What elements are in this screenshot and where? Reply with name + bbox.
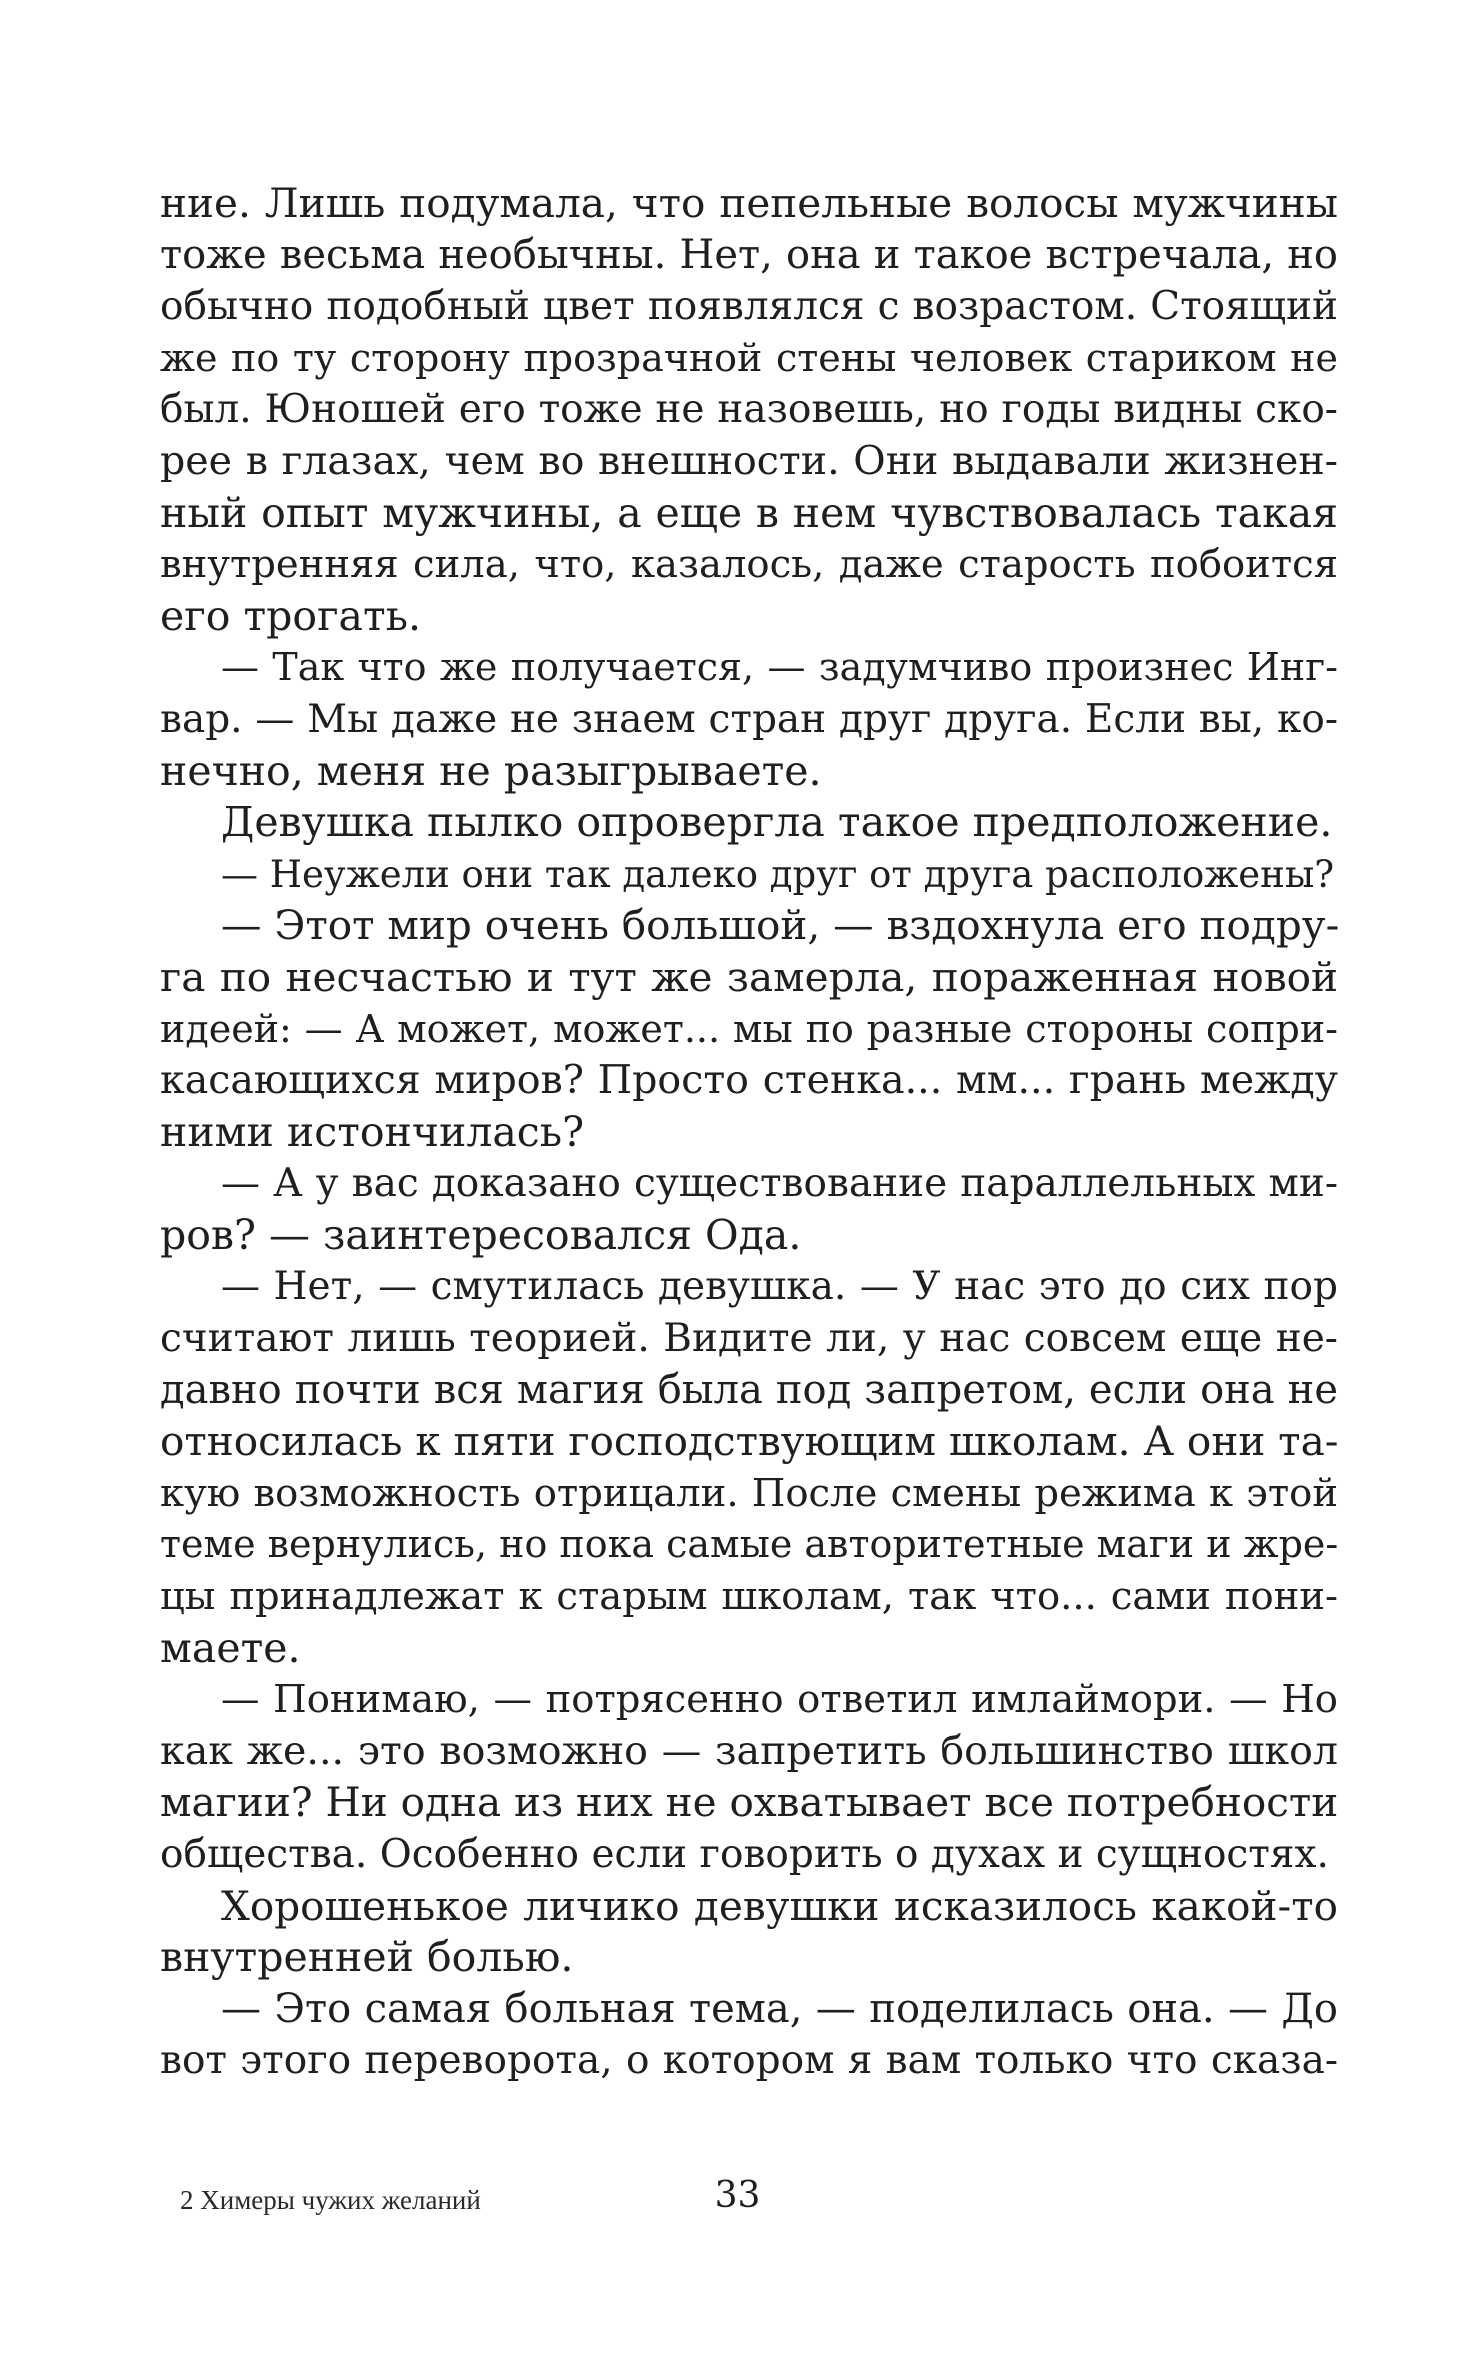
text-line: кую возможность отрицали. После смены режима к этой [160,1470,1338,1516]
text-line: — Понимаю, — потрясенно ответил имлаймори. — Но [221,1677,1338,1723]
text-line: рее в глазах, чем во внешности. Они выдавали жизнен- [160,437,1338,484]
text-line: давно почти вся магия была под запретом, если она не [160,1366,1338,1413]
text-line: внутренней болью. [160,1933,574,1982]
text-line: ров? — заинтересовался Ода. [160,1210,802,1259]
text-line: — А у вас доказано существование параллельных ми- [221,1161,1338,1207]
text-line: теме вернулись, но пока самые авторитетные маги и жре- [160,1522,1339,1567]
printer-signature: 2 Химеры чужих желаний [180,2185,481,2215]
text-line: относилась к пяти господствующим школам. А они та- [160,1417,1339,1466]
text-line: ние. Лишь подумала, что пепельные волосы мужчины [160,179,1338,227]
text-line: вот этого переворота, о котором я вам только что сказа- [160,2038,1338,2084]
text-line: Девушка пылко опровергла такое предположение. [221,798,1333,847]
text-line: магии? Ни одна из них не охватывает все потребности [160,1778,1339,1827]
text-line: — Так что же получается, — задумчиво произнес Инг- [221,645,1338,690]
text-line: как же... это возможно — запретить большинство школ [160,1727,1338,1774]
text-line: был. Юношей его тоже не назовешь, но годы видны ско- [160,387,1338,433]
text-line: нечно, меня не разыгрываете. [160,746,822,795]
text-line: — Этот мир очень большой, — вздохнула его подру- [221,901,1340,950]
text-line: га по несчастью и тут же замерла, пораженная новой [160,952,1338,1001]
text-line: ный опыт мужчины, а еще в нем чувствовалась такая [160,488,1338,537]
text-line: ними истончилась? [160,1107,585,1156]
text-line: его трогать. [160,591,422,640]
page-footer [0,2173,1475,2223]
text-line: — Это самая больная тема, — поделилась она. — До [221,1985,1338,2032]
text-line: обычно подобный цвет появлялся с возрастом. Стоящий [160,284,1338,330]
text-line: маете. [160,1623,301,1672]
text-line: идеей: — А может, может... мы по разные стороны сопри- [160,1006,1338,1051]
text-line: — Нет, — смутилась девушка. — У нас это до сих пор [221,1264,1338,1310]
text-line: — Неужели они так далеко друг от друга расположены? [221,852,1335,896]
text-line: же по ту сторону прозрачной стены человек стариком не [160,335,1338,380]
text-line: внутренняя сила, что, казалось, даже старость побоится [160,542,1338,588]
text-line: считают лишь теорией. Видите ли, у нас совсем еще не- [160,1316,1338,1362]
text-line: Хорошенькое личико девушки исказилось какой-то [221,1881,1338,1930]
text-line: тоже весьма необычны. Нет, она и такое встречала, но [160,231,1338,278]
body-text [160,178,1338,2087]
text-line: цы принадлежат к старым школам, так что... сами пони- [160,1574,1338,1620]
page-number: 33 [714,2175,761,2216]
text-line: общества. Особенно если говорить о духах и сущностях. [160,1832,1329,1877]
text-line: касающихся миров? Просто стенка... мм... грань между [160,1057,1338,1104]
text-line: вар. — Мы даже не знаем стран друг друга. Если вы, ко- [160,696,1338,742]
